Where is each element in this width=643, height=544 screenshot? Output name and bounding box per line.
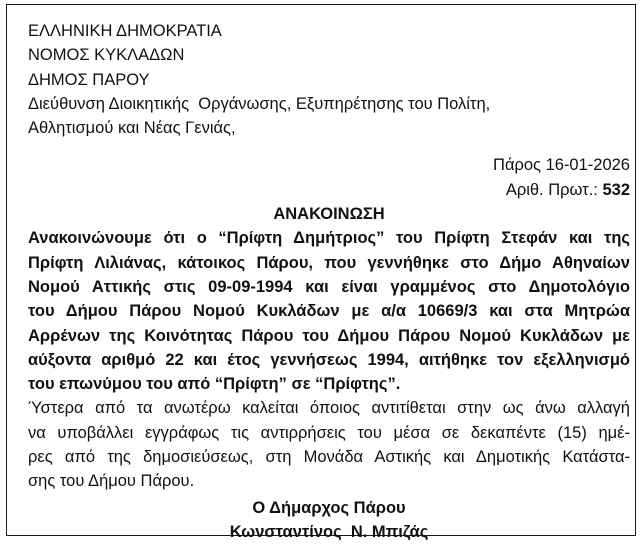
signature-name: Κωνσταντίνος Ν. Μπιζάς <box>229 522 429 541</box>
protocol-label: Αριθ. Πρωτ.: <box>505 180 598 199</box>
announcement-objection-paragraph <box>28 396 630 493</box>
signature-role: Ο Δήμαρχος Πάρου <box>252 498 406 517</box>
header-municipality: ΔΗΜΟΣ ΠΑΡΟΥ <box>28 70 150 89</box>
bold-line: Νομού Αττικής στις 09-09-1994 και είναι γραμμένος στο Δημοτολόγιο <box>28 277 630 296</box>
header-department-line2: Αθλητισμού και Νέας Γενιάς, <box>28 119 236 138</box>
announcement-bold-paragraph <box>28 226 630 396</box>
normal-line: ρες από της δημοσιεύσεως, στη Μονάδα Αστικής και Δημοτικής Κατάστα- <box>28 448 630 467</box>
header-country: ΕΛΛΗΝΙΚΗ ΔΗΜΟΚΡΑΤΙΑ <box>28 22 222 40</box>
bold-line: Αρρένων της Κοινότητας Πάρου του Δήμου Πάρου Νομού Κυκλάδων με <box>28 326 630 345</box>
bold-line: του επωνύμου του από “Πρίφτη” σε “Πρίφτης”. <box>28 375 401 394</box>
protocol-number: 532 <box>602 180 630 199</box>
bold-line: Ανακοινώνουμε ότι ο “Πρίφτη Δημήτριος” του Πρίφτη Στεφάν και της <box>28 229 630 248</box>
place-date: Πάρος 16-01-2026 <box>493 156 630 175</box>
bold-line: Πρίφτη Λιλιάνας, κάτοικος Πάρου, που γεννήθηκε στο Δήμο Αθηναίων <box>28 253 630 272</box>
bold-line: του Δήμου Πάρου Νομού Κυκλάδων με α/α 10669/3 και στα Μητρώα <box>28 302 630 321</box>
notice-frame <box>6 4 636 541</box>
normal-line: σης του Δήμου Πάρου. <box>28 472 195 491</box>
normal-line: Ύστερα από τα ανωτέρω καλείται όποιος αντιτίθεται στην ως άνω αλλαγή <box>28 399 630 418</box>
notice-content <box>28 19 630 544</box>
header-prefecture: ΝΟΜΟΣ ΚΥΚΛΑΔΩΝ <box>28 46 185 65</box>
protocol-line <box>28 178 630 202</box>
normal-line: να υποβάλλει εγγράφως τις αντιρρήσεις του μέσα σε δεκαπέντε (15) ημέ- <box>28 423 630 442</box>
announcement-title: ΑΝΑΚΟΙΝΩΣΗ <box>273 205 385 224</box>
header-department-line1: Διεύθυνση Διοικητικής Οργάνωσης, Εξυπηρέτησης του Πολίτη, <box>28 94 491 113</box>
bold-line: αύξοντα αριθμό 22 και έτος γεννήσεως 1994, αιτήθηκε τον εξελληνισμό <box>28 350 630 369</box>
